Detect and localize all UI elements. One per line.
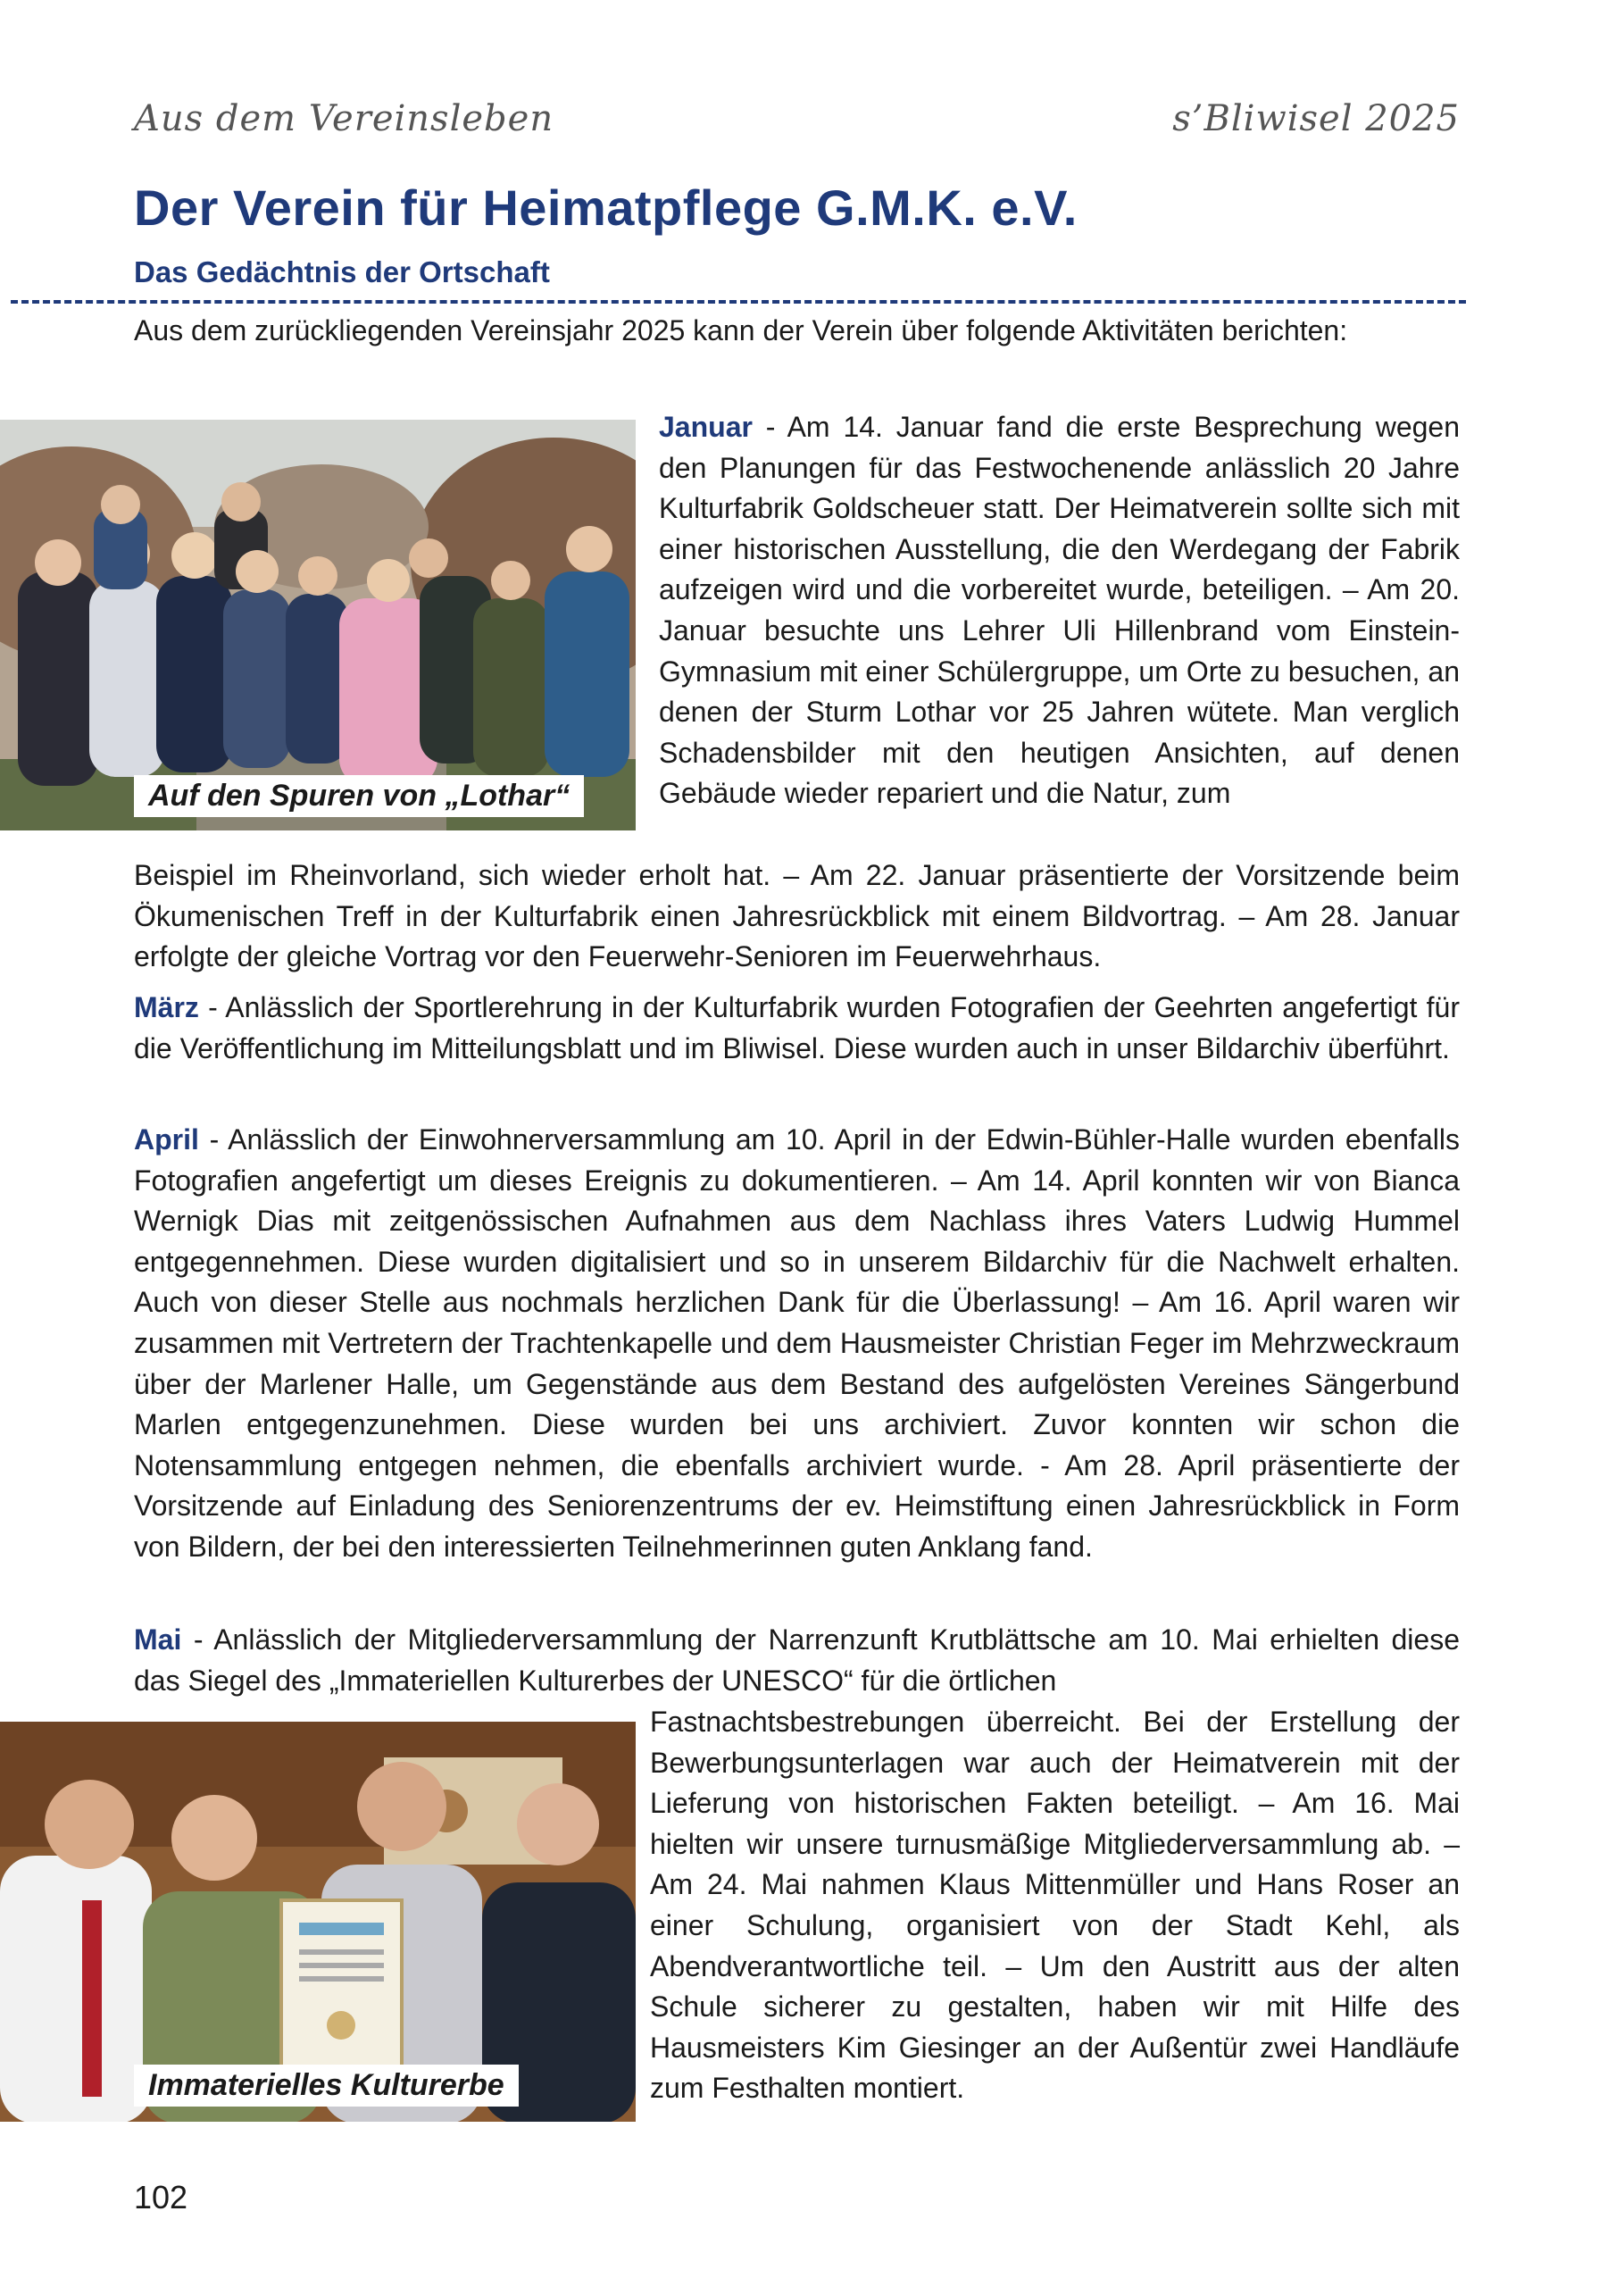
paragraph-april (134, 1120, 1460, 1568)
page-number: 102 (134, 2179, 188, 2215)
photo-kulturerbe (0, 1722, 636, 2122)
dashed-divider (11, 300, 1466, 304)
januar-text: - Am 14. Januar fand die erste Besprechung wegen den Planungen für das Festwochenende anlässlich 20 Jahre Kulturfabrik Goldscheuer statt. Der Heimatverein sollte sich mit einer historischen Ausstellung, die den Werdegang der Fabrik aufzeigen wird und die vorbereitet wurde, beteiligen. – Am 20. Januar besuchte uns Lehrer Uli Hillenbrand vom Einstein-Gymnasium mit einer Schülergruppe, um Orte zu besuchen, an denen der Sturm Lothar vor 25 Jahren wütete. Man verglich Schadensbilder mit den heutigen Ansichten, auf denen Gebäude wieder repariert und die Natur, zum (659, 411, 1460, 810)
month-label-mai: Mai (134, 1623, 182, 1656)
paragraph-mai (134, 1620, 1460, 1701)
section-name: Aus dem Vereinsleben (134, 98, 554, 139)
running-header (134, 98, 1460, 152)
photo-caption-kulturerbe: Immaterielles Kulturerbe (134, 2065, 519, 2107)
photo-kulturerbe-illustration (0, 1722, 636, 2122)
month-label-april: April (134, 1123, 199, 1156)
paragraph-januar (659, 407, 1460, 814)
page-subtitle: Das Gedächtnis der Ortschaft (134, 255, 550, 288)
month-label-maerz: März (134, 991, 199, 1023)
paragraph-mai-continued: Fastnachtsbestrebungen überreicht. Bei der Erstellung der Bewerbungsunterlagen war auch der Heimatverein mit der Lieferung von historischen Fakten beteiligt. – Am 16. Mai hielten wir unsere turnusmäßige Mitgliederversammlung ab. – Am 24. Mai nahmen Klaus Mittenmüller und Hans Roser an einer Schulung, organisiert von der Stadt Kehl, als Abendverantwortliche teil. – Um den Austritt aus der alten Schule sicherer zu gestalten, haben wir mit Hilfe des Hausmeisters Kim Giesinger an der Außentür zwei Handläufe zum Festhalten montiert. (650, 1706, 1460, 2105)
paragraph-januar-continued: Beispiel im Rheinvorland, sich wieder erholt hat. – Am 22. Januar präsentierte der Vorsitzende beim Ökumenischen Treff in der Kulturfabrik einen Jahresrückblick mit einem Bildvortrag. – Am 28. Januar erfolgte der gleiche Vortrag vor den Feuerwehr-Senioren im Feuerwehrhaus. (134, 859, 1460, 973)
intro-paragraph: Aus dem zurückliegenden Vereinsjahr 2025 kann der Verein über folgende Aktivitäten berichten: (134, 314, 1348, 346)
publication-name: s’Bliwisel 2025 (1172, 98, 1460, 139)
april-text: - Anlässlich der Einwohnerversammlung am 10. April in der Edwin-Bühler-Halle wurden ebenfalls Fotografien angefertigt um dieses Ereignis zu dokumentieren. – Am 14. April konnten wir von Bianca Wernigk Dias mit zeitgenössischen Aufnahmen aus dem Nachlass ihres Vaters Ludwig Hummel entgegennehmen. Diese wurden digitalisiert und so in unserem Bildarchiv für die Nachwelt erhalten. Auch von dieser Stelle aus nochmals herzlichen Dank für die Überlassung! – Am 16. April waren wir zusammen mit Vertretern der Trachtenkapelle und dem Hausmeister Christian Feger im Mehrzweckraum über der Marlener Halle, um Gegenstände aus dem Bestand des aufgelösten Vereines Sängerbund Marlen entgegenzunehmen. Diese wurden bei uns archiviert. Zuvor konnten wir schon die Notensammlung entgegen nehmen, die ebenfalls archiviert wurde. - Am 28. April präsentierte der Vorsitzende auf Einladung des Seniorenzentrums der ev. Heimstiftung einen Jahresrückblick in Form von Bildern, der bei den interessierten Teilnehmerinnen guten Anklang fand. (134, 1123, 1460, 1563)
photo-lothar-group (0, 420, 636, 830)
month-label-januar: Januar (659, 411, 753, 443)
page-title: Der Verein für Heimatpflege G.M.K. e.V. (134, 179, 1078, 236)
maerz-text: - Anlässlich der Sportlerehrung in der Kulturfabrik wurden Fotografien der Geehrten angefertigt für die Veröffentlichung im Mitteilungsblatt und im Bliwisel. Diese wurden auch in unser Bildarchiv überführt. (134, 991, 1460, 1064)
mai-text: - Anlässlich der Mitgliederversammlung der Narrenzunft Krutblättsche am 10. Mai erhielten diese das Siegel des „Immateriellen Kulturerbes der UNESCO“ für die örtlichen (134, 1623, 1460, 1697)
photo-lothar-illustration (0, 420, 636, 830)
paragraph-maerz (134, 988, 1460, 1069)
photo-caption-lothar: Auf den Spuren von „Lothar“ (134, 775, 584, 817)
